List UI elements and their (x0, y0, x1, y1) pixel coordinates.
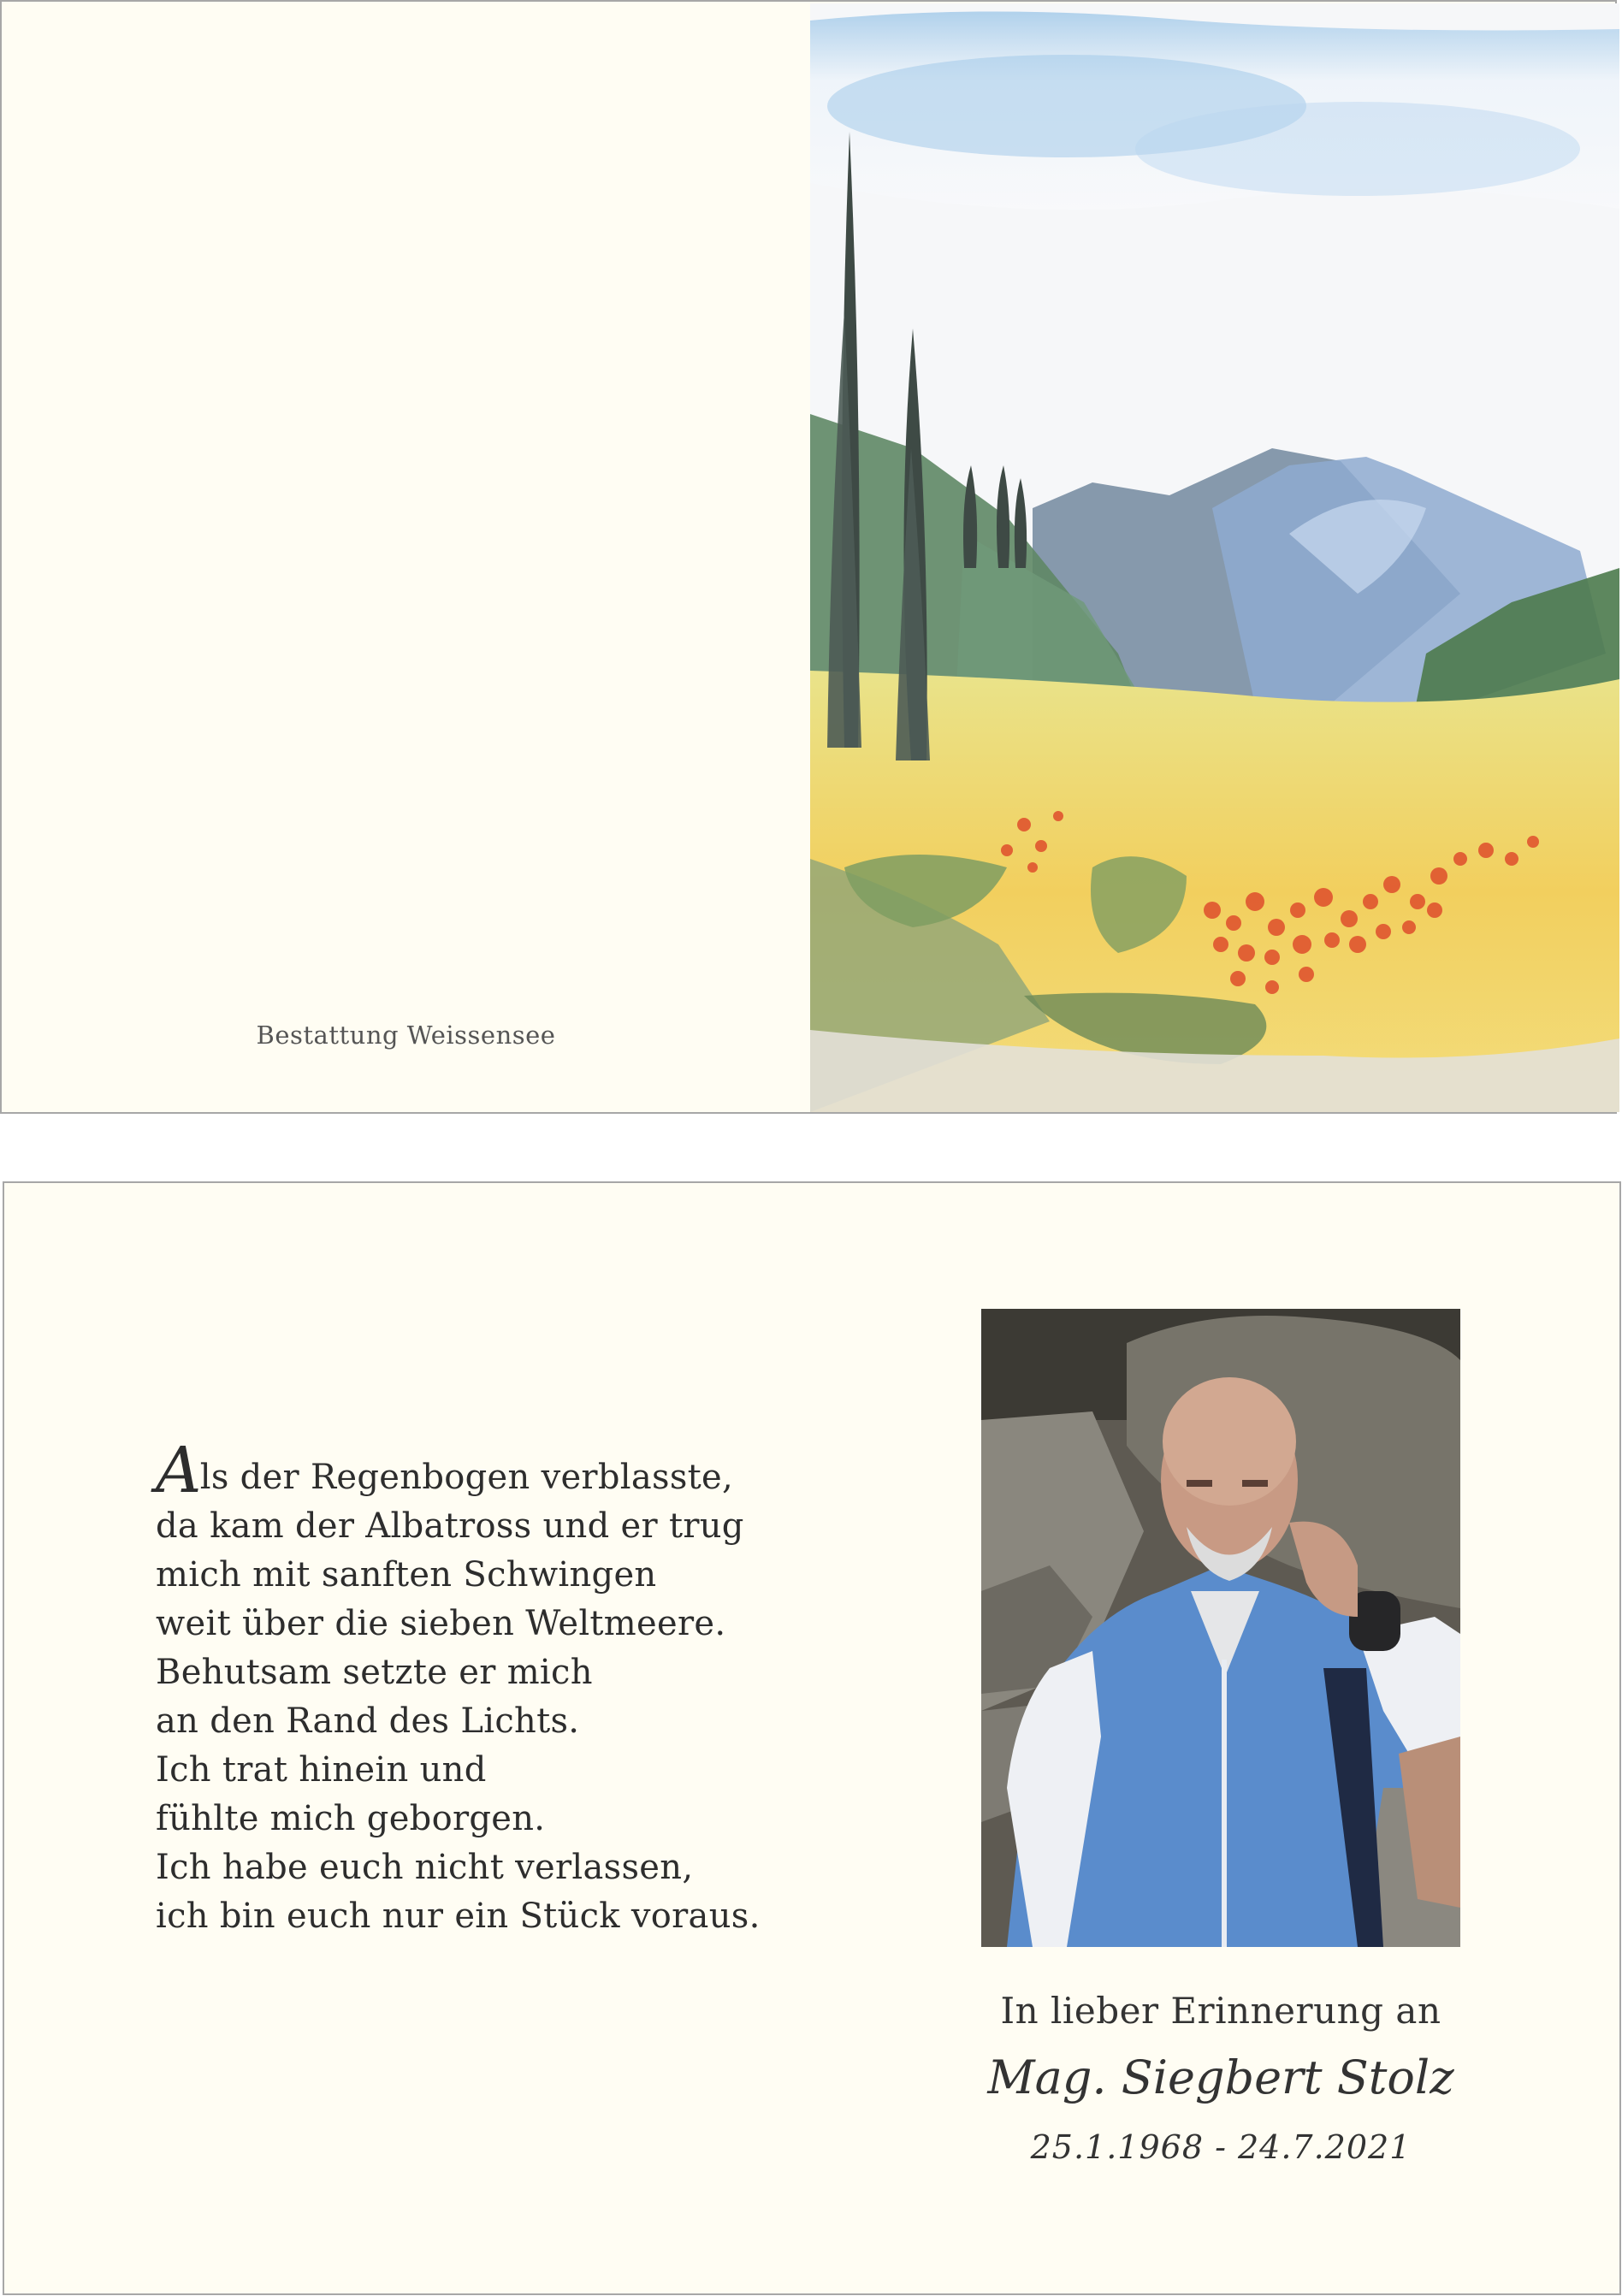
poem-line: da kam der Albatross und er trug (156, 1506, 744, 1546)
poem-drop-cap: A (156, 1434, 202, 1507)
poem-line: ich bin euch nur ein Stück voraus. (156, 1897, 761, 1936)
portrait-photo (981, 1309, 1460, 1947)
life-dates: 25.1.1968 - 24.7.2021 (1030, 2128, 1412, 2166)
poem-line (156, 1434, 806, 1507)
memorial-title: In lieber Erinnerung an (1000, 1990, 1441, 2032)
poem-line: Ich habe euch nicht verlassen, (156, 1848, 694, 1887)
poem-line: mich mit sanften Schwingen (156, 1555, 657, 1595)
poem-line: Behutsam setzte er mich (156, 1653, 593, 1692)
poem-line: Ich trat hinein und (156, 1750, 487, 1790)
poem (156, 1434, 806, 1941)
poem-line: fühlte mich geborgen. (156, 1799, 546, 1838)
poem-first-line: ls der Regenbogen verblasste, (199, 1458, 734, 1497)
watercolor-landscape (810, 3, 1619, 1112)
funeral-home-name: Bestattung Weissensee (256, 1021, 556, 1050)
deceased-name: Mag. Siegbert Stolz (987, 2050, 1454, 2104)
poem-line: weit über die sieben Weltmeere. (156, 1604, 726, 1643)
card-outer-spread (0, 0, 1617, 1114)
card-inner-spread (3, 1181, 1621, 2295)
poem-line: an den Rand des Lichts. (156, 1701, 580, 1741)
